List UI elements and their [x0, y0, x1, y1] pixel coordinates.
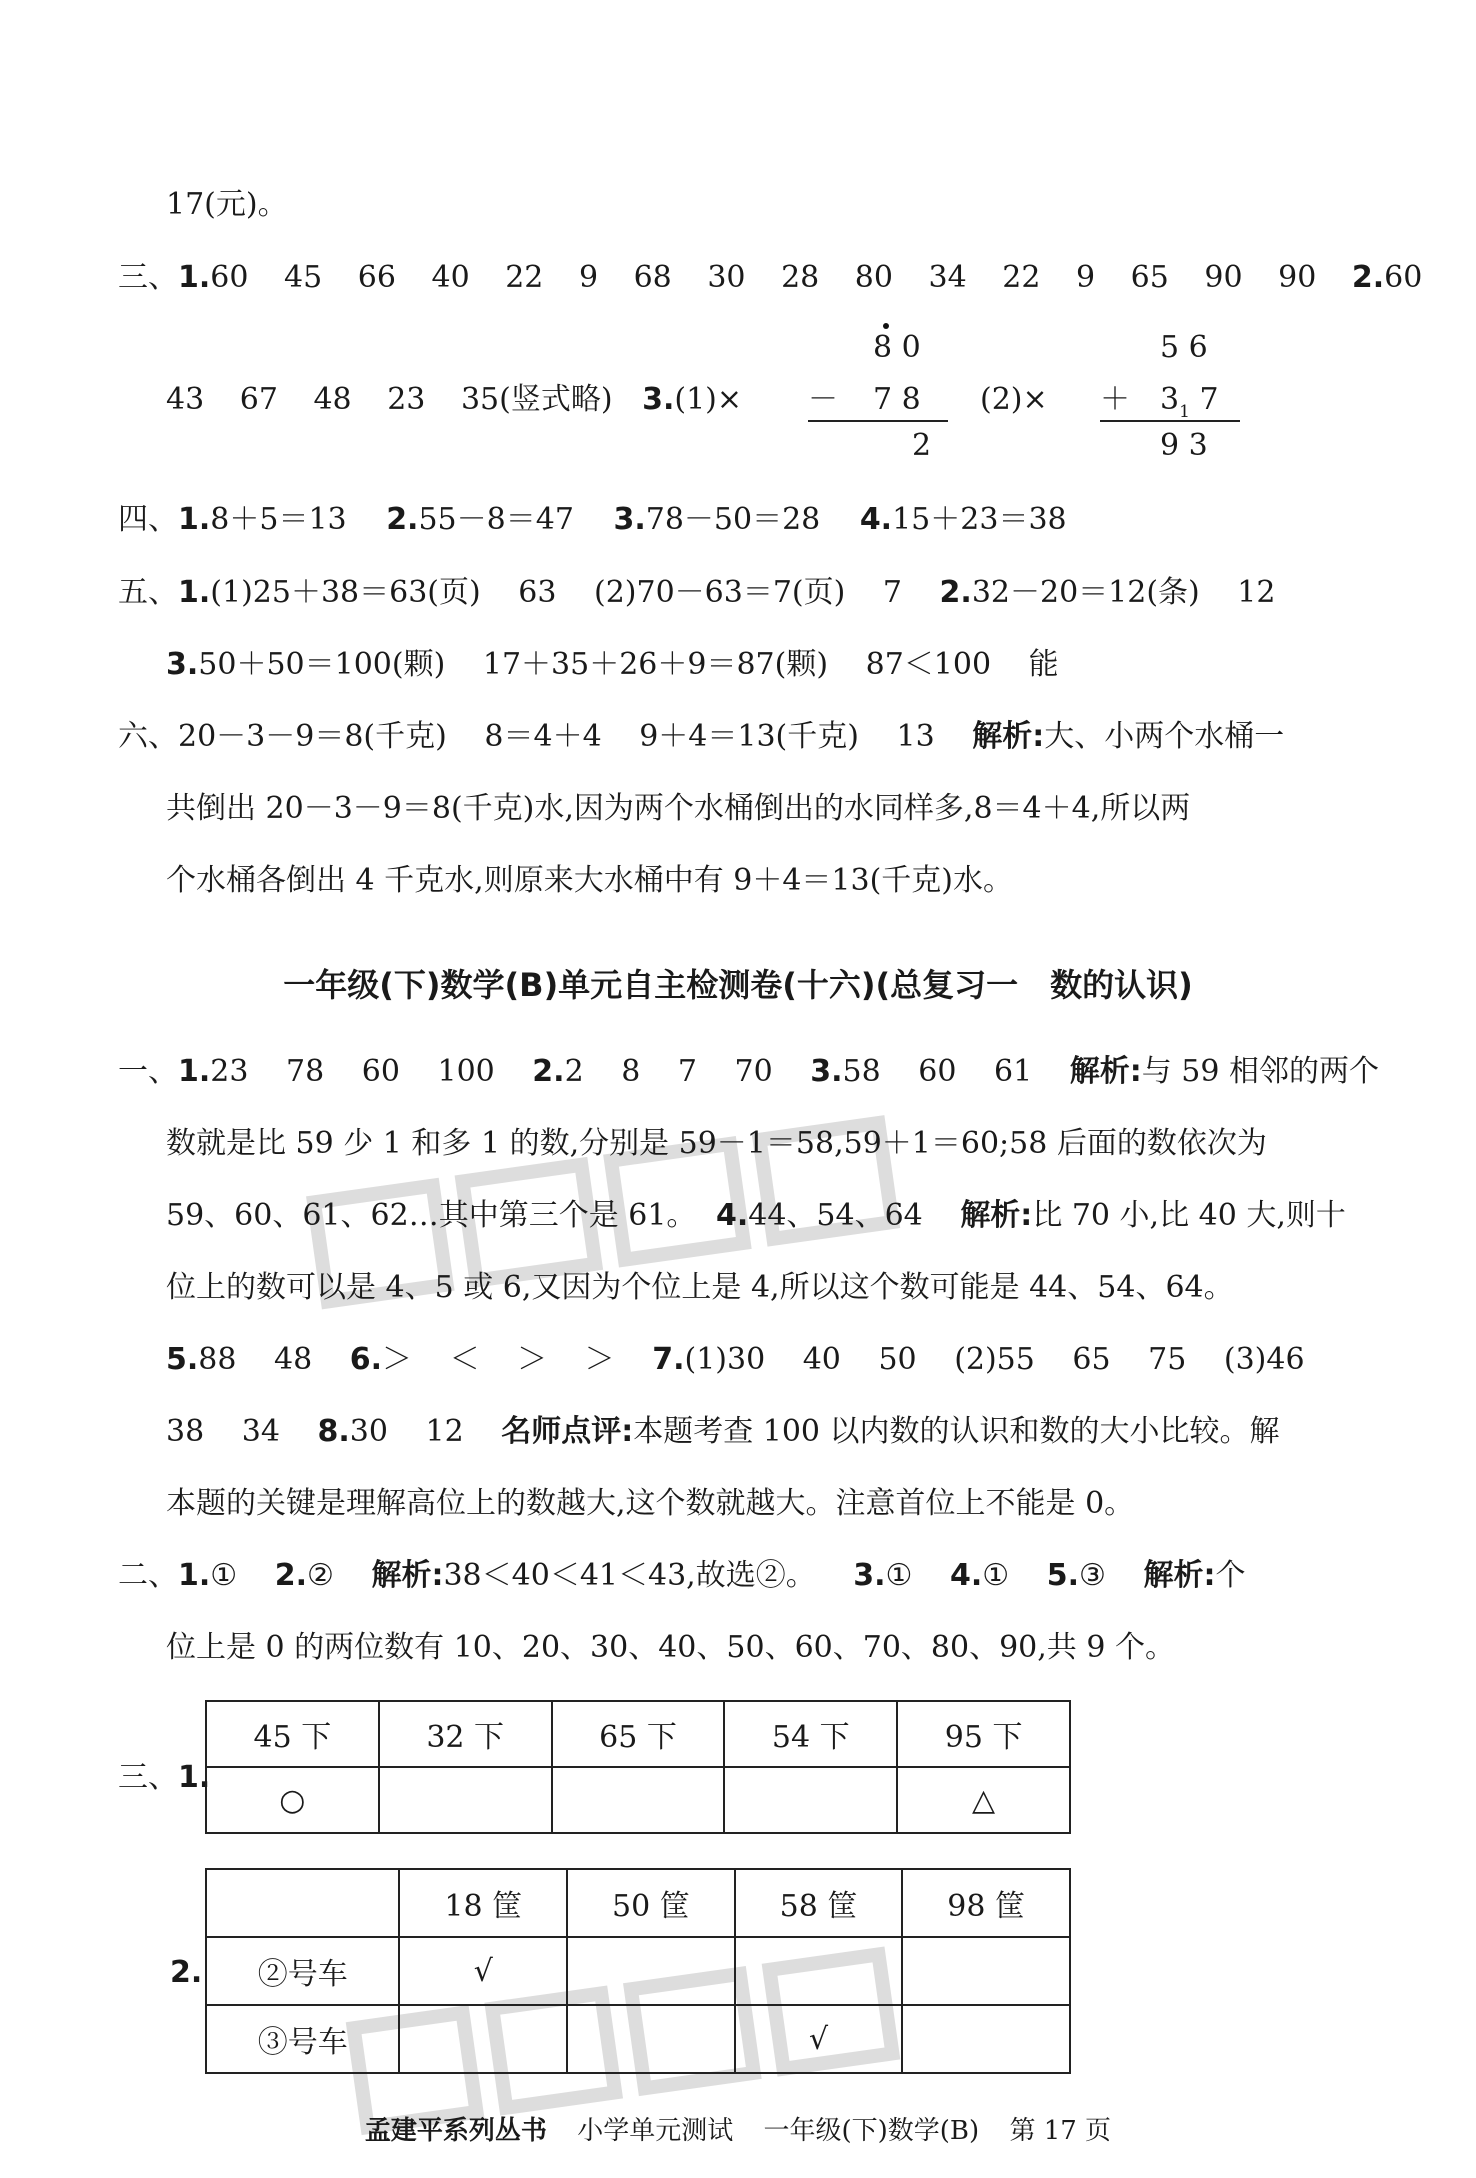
answer: 9 — [578, 260, 599, 295]
carry: 1 — [1179, 402, 1190, 422]
question-number: 1. — [178, 1558, 211, 1593]
table-cell — [379, 1767, 552, 1833]
answer: 60 — [1384, 260, 1423, 295]
part-1-line4 — [166, 1268, 1234, 1308]
question-number: 3. — [166, 647, 199, 682]
answer: 100 — [437, 1054, 495, 1089]
vm2-op: ＋ — [1100, 382, 1130, 417]
answer: ① — [982, 1558, 1010, 1593]
answer: 48 — [313, 382, 352, 417]
analysis-text: 与 59 相邻的两个 — [1141, 1054, 1379, 1089]
table-1 — [205, 1700, 1071, 1834]
analysis-label: 解析: — [1143, 1558, 1216, 1593]
commentary-text: 本题的关键是理解高位上的数越大,这个数就越大。注意首位上不能是 0。 — [166, 1486, 1135, 1521]
analysis-label: 解析: — [972, 719, 1045, 754]
table-row — [206, 1869, 1070, 1937]
question-number: 2. — [939, 575, 972, 610]
table-cell — [902, 2005, 1070, 2073]
section-6-line1 — [118, 717, 1284, 757]
commentary-label: 名师点评: — [501, 1414, 634, 1449]
answer: 9 — [1076, 260, 1096, 295]
section-6-line2 — [166, 789, 1190, 829]
answer-line — [166, 185, 288, 225]
answer: 50 — [878, 1342, 917, 1377]
table-cell: √ — [399, 1937, 567, 2005]
answer: 60 — [918, 1054, 957, 1089]
series-name: 孟建平系列丛书 — [364, 2116, 547, 2146]
analysis-text: 共倒出 20－3－9＝8(千克)水,因为两个水桶倒出的水同样多,8＝4＋4,所以两 — [166, 791, 1191, 826]
section-3-q1 — [118, 258, 1422, 298]
answer: 90 — [1204, 260, 1243, 295]
answer: 63 — [518, 575, 557, 610]
table-cell: √ — [735, 2005, 903, 2073]
answer: (1)30 — [684, 1342, 766, 1377]
answer: 32－20＝12(条) — [971, 575, 1200, 610]
table-row — [206, 1767, 1070, 1833]
answer: 23 — [387, 382, 426, 417]
book-title: 小学单元测试 — [577, 2116, 734, 2146]
table-cell: 18 筐 — [399, 1869, 567, 1937]
answer: 12 — [425, 1414, 464, 1449]
table-row — [206, 2005, 1070, 2073]
analysis-label: 解析: — [1069, 1054, 1142, 1089]
question-number: 7. — [652, 1342, 685, 1377]
table-row — [206, 1701, 1070, 1767]
answer: 55－8＝47 — [418, 502, 574, 537]
analysis-text: 38＜40＜41＜43,故选②。 — [443, 1558, 816, 1593]
part-1-line5 — [166, 1340, 1305, 1380]
vm2-top: 5 6 — [1160, 330, 1208, 365]
answer: 88 — [198, 1342, 237, 1377]
answer: 能 — [1028, 647, 1059, 682]
table-cell: 65 下 — [552, 1701, 725, 1767]
section-number: 二、 — [118, 1558, 178, 1593]
table-cell: 58 筐 — [735, 1869, 903, 1937]
table-cell: 45 下 — [206, 1701, 379, 1767]
question-number: 4. — [715, 1198, 749, 1233]
answer: 7 — [882, 575, 902, 610]
table-2 — [205, 1868, 1071, 2074]
answer: 38 — [166, 1414, 205, 1449]
table-cell: 50 筐 — [567, 1869, 735, 1937]
page-footer — [0, 2110, 1476, 2147]
digit: 3 — [1160, 382, 1180, 417]
answer: 7 — [677, 1054, 697, 1089]
question-number: 3. — [642, 382, 675, 417]
part-3-q2-label — [170, 1955, 202, 1990]
answer: ＞ — [517, 1342, 548, 1377]
table-cell: 95 下 — [897, 1701, 1070, 1767]
answer: ＞ — [382, 1342, 413, 1377]
vm2-mid — [1160, 382, 1219, 422]
answer: 58 — [842, 1054, 881, 1089]
table-cell — [724, 1767, 897, 1833]
answer: 8 — [621, 1054, 641, 1089]
question-number: 2. — [1351, 260, 1385, 295]
section-number: 一、 — [118, 1054, 178, 1089]
answer: 45 — [284, 260, 323, 295]
answer: 60 — [361, 1054, 400, 1089]
answer: 75 — [1148, 1342, 1187, 1377]
question-number: 6. — [349, 1342, 383, 1377]
vm2-rule — [1100, 420, 1240, 422]
question-number: 5. — [166, 1342, 199, 1377]
answer: 67 — [239, 382, 278, 417]
answer: 44、54、64 — [748, 1198, 923, 1233]
answer: 28 — [781, 260, 820, 295]
table-cell: ②号车 — [206, 1937, 399, 2005]
answer: 66 — [357, 260, 396, 295]
vm1-rule — [808, 420, 948, 422]
answer: 9＋4＝13(千克) — [639, 719, 859, 754]
vm2-res: 9 3 — [1160, 428, 1208, 463]
section-number: 四、 — [118, 502, 178, 537]
analysis-text: 位上的数可以是 4、5 或 6,又因为个位上是 4,所以这个数可能是 44、54、64。 — [166, 1270, 1234, 1305]
part-1-line6 — [166, 1412, 1280, 1452]
test-title: 一年级(下)数学(B)单元自主检测卷(十六)(总复习一 数的认识) — [283, 966, 1193, 1004]
vm1-res: 2 — [912, 428, 932, 463]
analysis-text: 数就是比 59 少 1 和多 1 的数,分别是 59－1＝58,59＋1＝60;58 后面的数依次为 — [166, 1126, 1267, 1161]
answer: 2 — [564, 1054, 584, 1089]
answer: 8＋5＝13 — [210, 502, 347, 537]
section-5-line1 — [118, 573, 1275, 613]
answer: 78－50＝28 — [645, 502, 821, 537]
analysis-label: 解析: — [371, 1558, 444, 1593]
answer: 35(竖式略) — [460, 382, 613, 417]
question-number: 4. — [949, 1558, 983, 1593]
table-cell — [902, 1937, 1070, 2005]
section-number: 五、 — [118, 575, 178, 610]
table-cell — [206, 1869, 399, 1937]
part-1-line2 — [166, 1124, 1267, 1164]
answer: 17＋35＋26＋9＝87(颗) — [482, 647, 829, 682]
table-cell: ③号车 — [206, 2005, 399, 2073]
table-cell: ○ — [206, 1767, 379, 1833]
answer: (1)25＋38＝63(页) — [210, 575, 481, 610]
analysis-text: 位上是 0 的两位数有 10、20、30、40、50、60、70、80、90,共 9 个。 — [166, 1630, 1175, 1665]
question-number: 1. — [178, 502, 211, 537]
part-3-label — [118, 1752, 210, 1796]
part-1-line7 — [166, 1484, 1134, 1524]
answer: 50＋50＝100(颗) — [198, 647, 446, 682]
answer: 30 — [349, 1414, 388, 1449]
question-number: 3. — [810, 1054, 843, 1089]
answer: 68 — [633, 260, 672, 295]
answer: 8＝4＋4 — [484, 719, 602, 754]
section-3-line2 — [166, 380, 742, 420]
carry-dot — [883, 323, 889, 329]
part-2-line2 — [166, 1628, 1175, 1668]
text: 17(元)。 — [166, 187, 288, 222]
table-cell: △ — [897, 1767, 1070, 1833]
question-number: 5. — [1046, 1558, 1079, 1593]
answer: 13 — [896, 719, 935, 754]
answer: 20－3－9＝8(千克) — [178, 719, 447, 754]
question-number: 2. — [274, 1558, 308, 1593]
answer: (2)55 — [954, 1342, 1035, 1377]
answer: 48 — [274, 1342, 313, 1377]
question-number: 4. — [859, 502, 893, 537]
question-number: 2. — [170, 1955, 203, 1990]
table-cell — [567, 2005, 735, 2073]
table-row — [206, 1937, 1070, 2005]
analysis-text: 大、小两个水桶一 — [1044, 719, 1285, 754]
answer: ① — [210, 1558, 238, 1593]
section-5-line2 — [166, 645, 1059, 685]
answer: 87＜100 — [865, 647, 992, 682]
question-number: 1. — [178, 1054, 211, 1089]
answer: 12 — [1237, 575, 1276, 610]
question-number: 1. — [178, 575, 211, 610]
table-cell — [567, 1937, 735, 2005]
answer: 40 — [802, 1342, 841, 1377]
section-number: 六、 — [118, 719, 178, 754]
table-cell: 54 下 — [724, 1701, 897, 1767]
analysis-text: 59、60、61、62…其中第三个是 61。 — [166, 1198, 697, 1233]
answer: 34 — [928, 260, 967, 295]
answer: 61 — [993, 1054, 1033, 1089]
answer: 30 — [707, 260, 746, 295]
grade-subject: 一年级(下)数学(B) — [763, 2116, 980, 2146]
answer: (2)× — [980, 382, 1048, 417]
table-cell — [399, 2005, 567, 2073]
answer: 43 — [166, 382, 205, 417]
commentary-text: 本题考查 100 以内数的认识和数的大小比较。解 — [633, 1414, 1280, 1449]
part-2-line1 — [118, 1556, 1245, 1596]
answer: 40 — [431, 260, 470, 295]
question-number: 1. — [178, 1760, 211, 1795]
answer: ＞ — [584, 1342, 615, 1377]
table-cell — [552, 1767, 725, 1833]
section-number: 三、 — [118, 1760, 178, 1795]
question-number: 1. — [178, 260, 211, 295]
answer: 78 — [286, 1054, 325, 1089]
section-4 — [118, 500, 1067, 540]
answer: 70 — [734, 1054, 773, 1089]
answer: 23 — [210, 1054, 249, 1089]
question-number: 3. — [613, 502, 646, 537]
section-6-line3 — [166, 861, 1013, 901]
answer: 15＋23＝38 — [892, 502, 1067, 537]
answer: ③ — [1079, 1558, 1106, 1593]
table-cell: 98 筐 — [902, 1869, 1070, 1937]
answer: 90 — [1278, 260, 1317, 295]
answer: 65 — [1130, 260, 1169, 295]
answer: (1)× — [674, 382, 742, 417]
answer: 22 — [505, 260, 544, 295]
table-cell: 32 下 — [379, 1701, 552, 1767]
answer-2 — [980, 380, 1048, 420]
analysis-text: 个水桶各倒出 4 千克水,则原来大水桶中有 9＋4＝13(千克)水。 — [166, 863, 1013, 898]
part-1-line1 — [118, 1052, 1379, 1092]
answer: 60 — [210, 260, 249, 295]
question-number: 8. — [317, 1414, 350, 1449]
answer: ② — [307, 1558, 334, 1593]
vm1-op: － — [808, 382, 838, 417]
vm1-mid: 7 8 — [873, 382, 921, 417]
part-1-line3 — [166, 1196, 1346, 1236]
answer: 65 — [1072, 1342, 1111, 1377]
question-number: 2. — [386, 502, 419, 537]
digit: 7 — [1199, 382, 1219, 417]
answer: ＜ — [449, 1342, 480, 1377]
answer: ① — [885, 1558, 913, 1593]
table-cell — [735, 1937, 903, 2005]
answer: 22 — [1002, 260, 1041, 295]
vm1-top: 8 0 — [873, 330, 921, 365]
question-number: 2. — [532, 1054, 565, 1089]
analysis-text: 比 70 小,比 40 大,则十 — [1032, 1198, 1346, 1233]
analysis-text: 个 — [1215, 1558, 1246, 1593]
question-number: 3. — [853, 1558, 886, 1593]
page-number: 第 17 页 — [1009, 2116, 1112, 2146]
answer: (3)46 — [1223, 1342, 1305, 1377]
section-number: 三、 — [118, 260, 178, 295]
analysis-label: 解析: — [960, 1198, 1033, 1233]
answer: (2)70－63＝7(页) — [594, 575, 846, 610]
answer: 34 — [241, 1414, 280, 1449]
answer: 80 — [854, 260, 893, 295]
